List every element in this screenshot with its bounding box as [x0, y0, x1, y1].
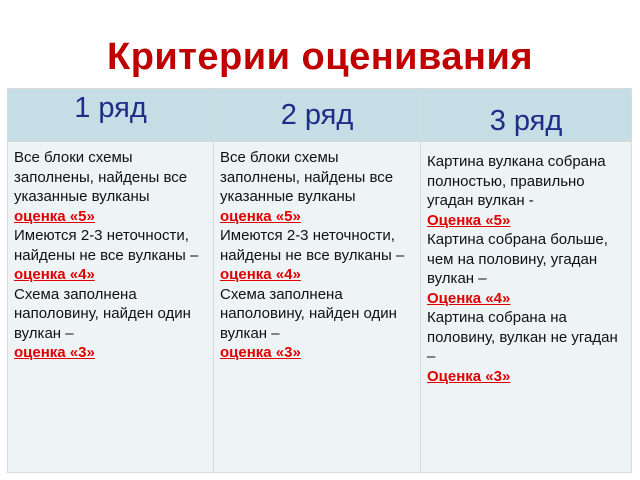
criterion-text: Имеются 2-3 неточности, найдены не все вулканы – [14, 227, 199, 264]
criterion-text: Все блоки схемы заполнены, найдены все указанные вулканы [14, 149, 188, 205]
grade-label: Оценка «5» [427, 211, 511, 229]
column-header-row-2: 2 ряд [214, 89, 421, 142]
criteria-table [7, 88, 632, 473]
grade-label: Оценка «3» [427, 367, 511, 385]
criterion-text: Имеются 2-3 неточности, найдены не все вулканы – [220, 227, 405, 264]
grade-label: оценка «4» [14, 266, 95, 283]
criterion-text: Картина вулкана собрана полностью, правильно угадан вулкан - [427, 153, 606, 209]
criteria-cell-row-2 [214, 142, 421, 473]
column-header-row-1: 1 ряд [8, 89, 214, 142]
slide-title: Критерии оценивания [107, 36, 533, 78]
criterion-text: Все блоки схемы заполнены, найдены все указанные вулканы [220, 149, 394, 205]
grade-label: Оценка «4» [427, 289, 511, 307]
grade-label: оценка «3» [220, 344, 301, 361]
table-header-row [8, 89, 632, 142]
criterion-text: Схема заполнена наполовину, найден один вулкан – [220, 285, 397, 342]
criterion-text: Картина собрана больше, чем на половину, угадан вулкан – [427, 231, 608, 287]
criterion-text: Схема заполнена наполовину, найден один вулкан – [14, 285, 191, 342]
grade-label: оценка «5» [220, 207, 301, 225]
grade-label: оценка «3» [14, 344, 95, 361]
column-header-row-3: 3 ряд [421, 89, 632, 142]
grade-label: оценка «4» [220, 266, 301, 283]
criteria-cell-row-1 [8, 142, 214, 473]
criterion-text: Картина собрана на половину, вулкан не угадан – [427, 309, 618, 365]
grade-label: оценка «5» [14, 207, 95, 225]
table-body-row [8, 142, 632, 473]
criteria-cell-row-3 [421, 142, 632, 473]
